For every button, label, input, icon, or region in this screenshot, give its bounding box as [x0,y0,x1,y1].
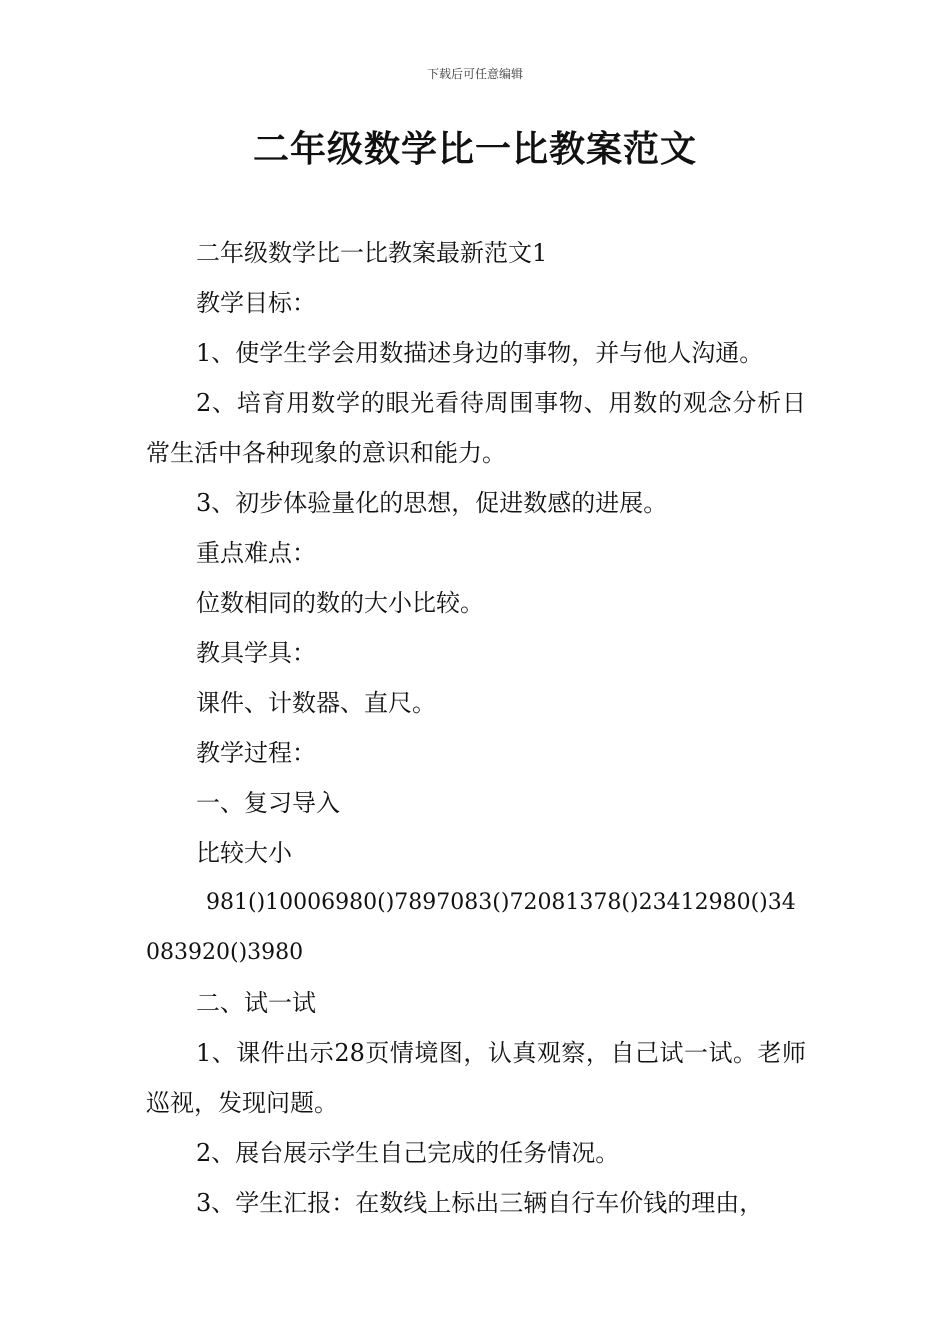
paragraph: 3、初步体验量化的思想，促进数感的进展。 [196,489,668,517]
paragraph: 1、课件出示28页情境图，认真观察，自己试一试。老师巡视，发现问题。 [146,1039,806,1117]
paragraph: 比较大小 [196,839,292,867]
comparison-exercise: 981()10006980()7897083()72081378()23412980()34083920()3980 [146,890,796,965]
paragraph: 二、试一试 [196,989,316,1017]
paragraph: 教具学具： [196,639,316,667]
paragraph: 2、展台展示学生自己完成的任务情况。 [196,1139,620,1167]
document-title: 二年级数学比一比教案范文 [252,129,697,170]
paragraph: 1、使学生学会用数描述身边的事物，并与他人沟通。 [196,339,764,367]
page-header-note: 下载后可任意编辑 [426,67,523,81]
section-heading: 二年级数学比一比教案最新范文1 [196,239,548,267]
paragraph: 重点难点： [196,539,316,567]
paragraph: 位数相同的数的大小比较。 [196,589,484,617]
paragraph: 一、复习导入 [196,789,340,817]
paragraph: 教学过程： [196,739,316,767]
document-body [146,228,806,1228]
paragraph: 课件、计数器、直尺。 [196,689,436,717]
paragraph: 教学目标： [196,289,316,317]
paragraph: 2、培育用数学的眼光看待周围事物、用数的观念分析日常生活中各种现象的意识和能力。 [146,389,806,467]
paragraph: 3、学生汇报：在数线上标出三辆自行车价钱的理由， [196,1189,764,1217]
